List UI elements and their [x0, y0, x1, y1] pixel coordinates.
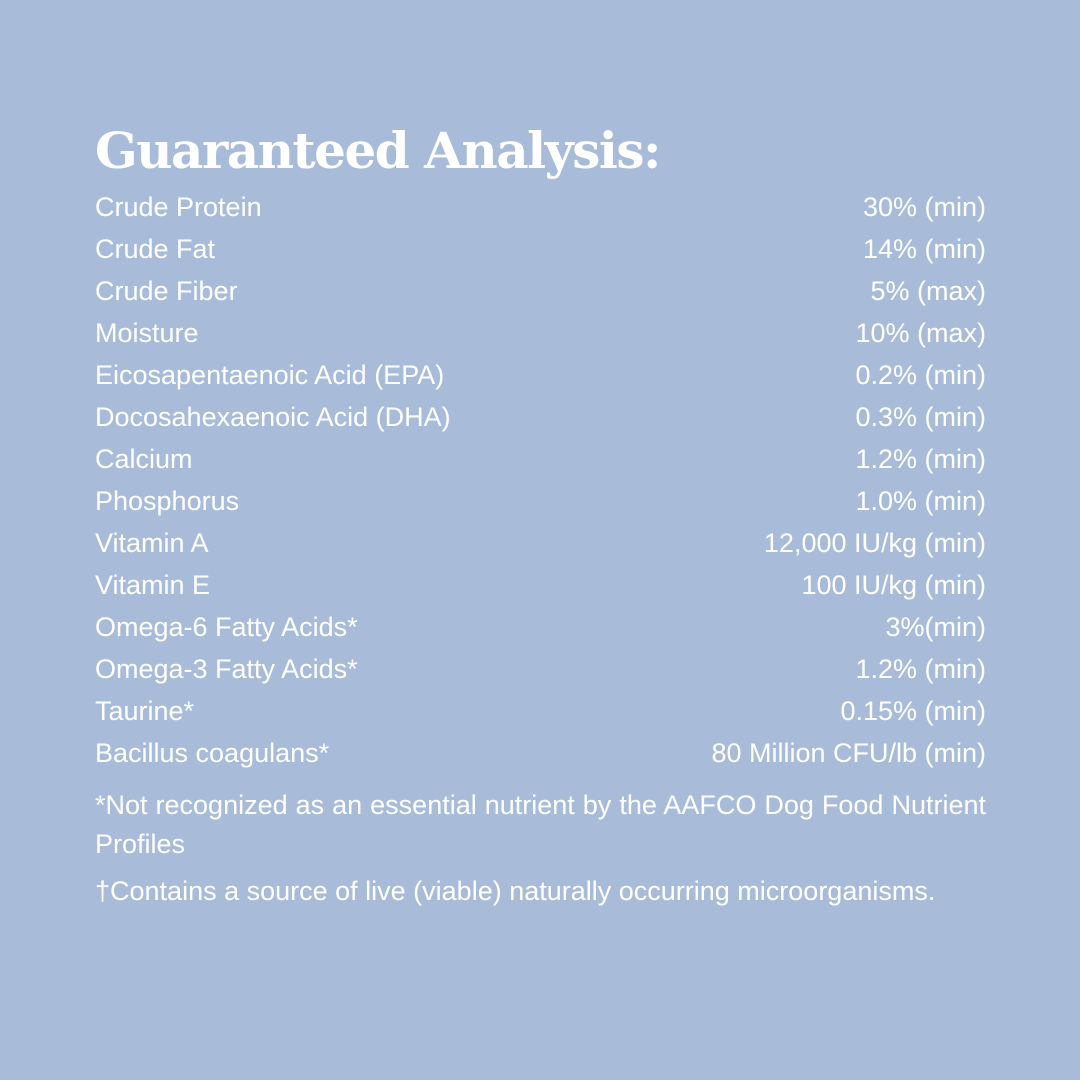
nutrient-row: [95, 690, 986, 732]
nutrient-label: Omega-3 Fatty Acids*: [95, 653, 358, 684]
nutrient-label: Omega-6 Fatty Acids*: [95, 611, 358, 642]
nutrient-row: [95, 354, 986, 396]
nutrient-row: [95, 312, 986, 354]
nutrient-row: [95, 564, 986, 606]
nutrient-value: 0.3% (min): [855, 401, 986, 432]
nutrient-row: [95, 438, 986, 480]
nutrient-value: 0.15% (min): [840, 695, 986, 726]
nutrient-label: Eicosapentaenoic Acid (EPA): [95, 359, 445, 390]
nutrient-label: Bacillus coagulans*: [95, 737, 330, 768]
page-title: Guaranteed Analysis:: [95, 121, 660, 180]
guaranteed-analysis-panel: [95, 118, 986, 919]
nutrient-value: 0.2% (min): [855, 359, 986, 390]
nutrient-value: 12,000 IU/kg (min): [763, 527, 986, 558]
nutrient-value: 5% (max): [870, 275, 986, 306]
nutrient-value: 1.2% (min): [855, 653, 986, 684]
nutrient-label: Crude Protein: [95, 191, 262, 222]
nutrient-value: 100 IU/kg (min): [801, 569, 986, 600]
nutrient-value: 10% (max): [855, 317, 986, 348]
nutrient-row: [95, 186, 986, 228]
nutrient-label: Moisture: [95, 317, 199, 348]
nutrient-row: [95, 396, 986, 438]
nutrient-row: [95, 480, 986, 522]
nutrient-value: 1.2% (min): [855, 443, 986, 474]
nutrient-label: Phosphorus: [95, 485, 240, 516]
nutrient-label: Calcium: [95, 443, 193, 474]
footnotes: [95, 786, 986, 911]
nutrient-label: Vitamin E: [95, 569, 211, 600]
nutrient-label: Crude Fat: [95, 233, 216, 264]
nutrient-value: 80 Million CFU/lb (min): [711, 737, 986, 768]
footnote-aafco: *Not recognized as an essential nutrient by the AAFCO Dog Food Nutrient Profiles: [95, 790, 986, 859]
nutrient-label: Crude Fiber: [95, 275, 238, 306]
nutrient-row: [95, 606, 986, 648]
nutrient-value: 14% (min): [862, 233, 986, 264]
nutrient-list: [95, 186, 986, 774]
nutrient-row: [95, 648, 986, 690]
nutrient-value: 3%(min): [885, 611, 986, 642]
nutrient-value: 30% (min): [862, 191, 986, 222]
footnote-live-microorganisms: †Contains a source of live (viable) naturally occurring microorganisms.: [95, 876, 936, 906]
nutrient-row: [95, 270, 986, 312]
nutrient-label: Taurine*: [95, 695, 195, 726]
nutrient-label: Vitamin A: [95, 527, 209, 558]
nutrient-row: [95, 522, 986, 564]
nutrient-row: [95, 228, 986, 270]
nutrient-row: [95, 732, 986, 774]
nutrient-value: 1.0% (min): [855, 485, 986, 516]
nutrient-label: Docosahexaenoic Acid (DHA): [95, 401, 451, 432]
